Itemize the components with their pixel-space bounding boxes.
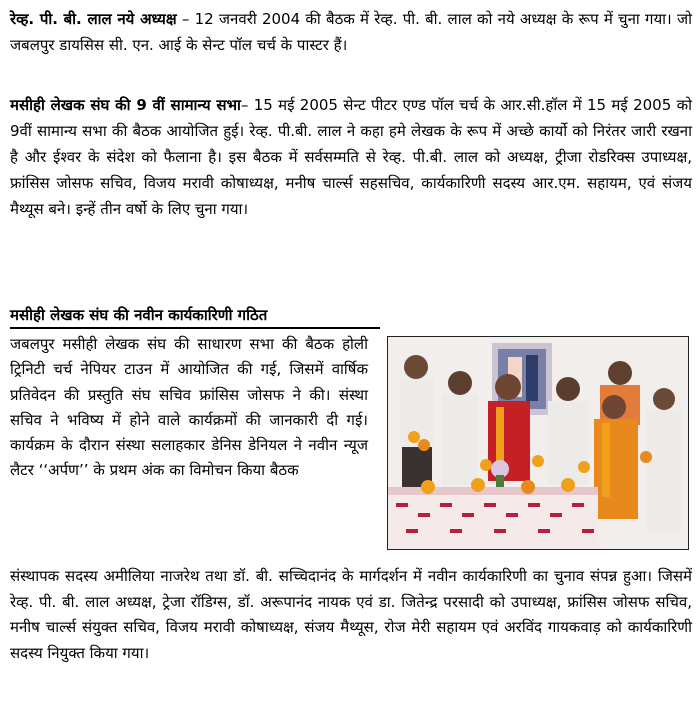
section-heading: मसीही लेखक संघ की नवीन कार्यकारिणी गठित xyxy=(10,306,268,324)
section-full-text: संस्थापक सदस्य अमीलिया नाजरेथ तथा डॉ. बी. सच्चिदानंद के मार्गदर्शन में नवीन कार्यकारिणी का चुनाव संपन्न हुआ। जिसमें रेव्ह. पी. बी. लाल अध्यक्ष, ट्रेजा रॉडिग्स, डॉ. अरूपानंद नायक एवं डा. जितेन्द्र परसादी को उपाध्यक्ष, फ्रांसिस जोसफ सचिव, मनीष चार्ल्स संयुक्त सचिव, विजय मरावी कोषाध्यक्ष, संजय मैथ्यूस, रोज मेरी सहायम एवं अरविंद गायकवाड़ को कार्यकारिणी सदस्य नियुक्त किया गया। xyxy=(10,567,692,662)
heading-underline xyxy=(10,327,380,329)
news-item-body: – 15 मई 2005 सेन्ट पीटर एण्ड पॉल चर्च के आर.सी.हॉल में 15 मई 2005 को 9वीं सामान्य सभा की बैठक आयोजित हुई। रेव्ह. पी.बी. लाल ने कहा हमे लेखक के रूप में अच्छे कार्यो को निरंतर जारी रखना है और ईश्वर के संदेश को फैलाना है। इस बैठक में सर्वसम्मति से रेव्ह. पी.बी. लाल को अध्यक्ष, ट्रीजा रोडरिक्स उपाध्यक्ष, फ्रांसिस जोसफ सचिव, विजय मरावी कोषाध्यक्ष, मनीष चार्ल्स सहसचिव, कार्यकारिणी सदस्य आर.एम. सहायम, एवं संजय मैथ्यूस बने। इन्हें तीन वर्षो के लिए चुना गया। xyxy=(10,96,692,218)
news-item-body: – 12 जनवरी 2004 की बैठक में रेव्ह. पी. बी. लाल को नये अध्यक्ष के रूप में चुना गया। जो जबलपुर डायसिस सी. एन. आई के सेन्ट पॉल चर्च के पास्टर हैं। xyxy=(10,10,692,54)
group-photo xyxy=(387,336,689,550)
group-photo-icon xyxy=(388,337,688,549)
section-column-text: जबलपुर मसीही लेखक संघ की साधारण सभा की बैठक होली ट्रिनिटी चर्च नेपियर टाउन में आयोजित की गई, जिसमें वार्षिक प्रतिवेदन की प्रस्तुति संघ सचिव फ्रांसिस जोसफ ने की। संस्था सचिव ने भविष्य में होने वाले कार्यक्रमों की जानकारी दी गई। कार्यक्रम के दौरान संस्था सलाहकार डेनिस डेनियल ने नवीन न्यूज लैटर ‘‘अर्पण’’ के प्रथम अंक का विमोचन किया बैठक xyxy=(10,335,368,480)
news-item-heading: रेव्ह. पी. बी. लाल नये अध्यक्ष xyxy=(10,10,177,28)
news-item-general-assembly xyxy=(10,92,692,222)
news-item-heading: मसीही लेखक संघ की 9 वीं सामान्य सभा xyxy=(10,96,241,114)
news-item-new-president xyxy=(10,6,692,58)
